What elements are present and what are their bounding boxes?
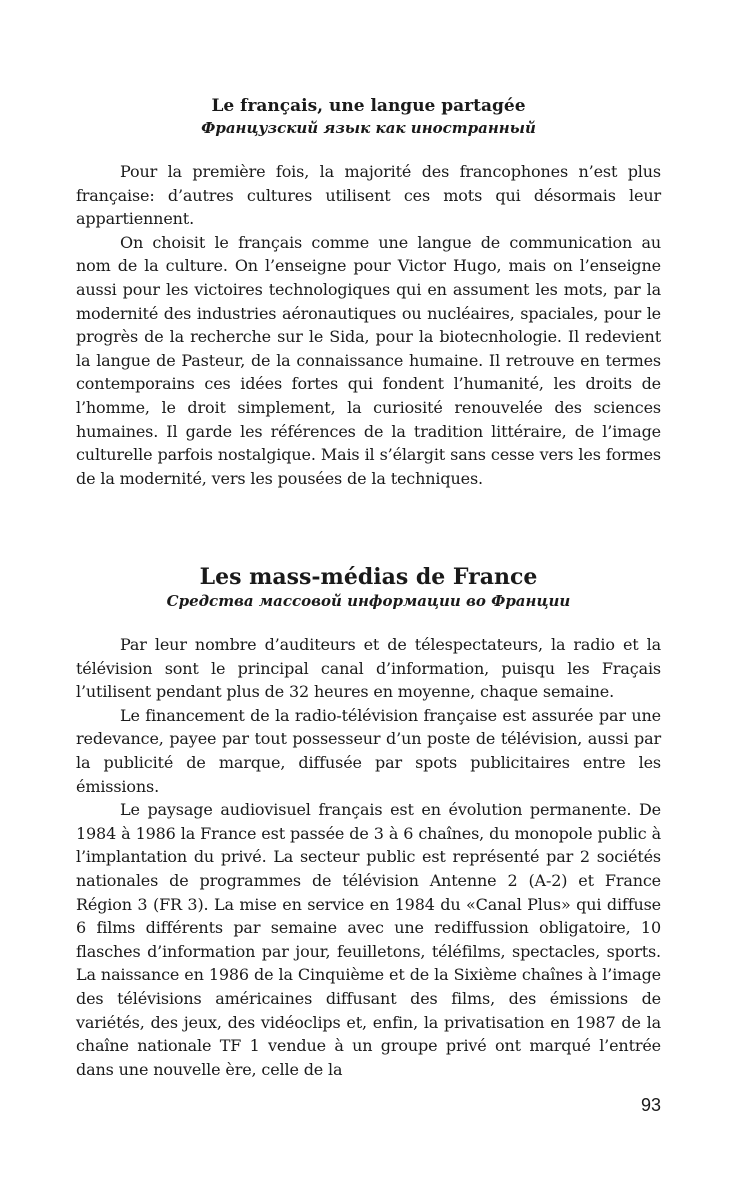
paragraph: Pour la première fois, la majorité des francophones n’est plus française: d’autres cultures utilisent ces mots qui désormais leur appartiennent. xyxy=(76,162,661,229)
section-text xyxy=(76,633,661,1081)
paragraph: Le financement de la radio-télévision française est assurée par une redevance, payee par tout possesseur d’un poste de télévision, aussi par la publicité de marque, diffusée par spots publicitaires entre les émissions. xyxy=(76,705,661,796)
paragraph: On choisit le français comme une langue de communication au nom de la culture. On l’enseigne pour Victor Hugo, mais on l’enseigne aussi pour les victoires technologiques qui en assument les mots, par la modernité des industries aéronautiques ou nucléaires, spaciales, pour le progrès de la recherche sur le Sida, pour la biotecnhologie. Il redevient la langue de Pasteur, de la connaissance humaine. Il retrouve en termes contemporains ces idées fortes qui fondent l’humanité, les droits de l’homme, le droit simplement, la curiosité renouvelée des sciences humaines. Il garde les références de la tradition littéraire, de l’image culturelle parfois nostalgique. Mais il s’élargit sans cesse vers les formes de la modernité, vers les pousées de la techniques. xyxy=(76,232,661,488)
section-text xyxy=(76,160,661,490)
section-subtitle: Французский язык как иностранный xyxy=(201,119,536,137)
section-subtitle: Средства массовой информации во Франции xyxy=(166,592,571,610)
section-mass-medias xyxy=(76,563,661,1081)
section-title: Le français, une langue partagée xyxy=(211,96,526,116)
page-number: 93 xyxy=(640,1095,661,1115)
paragraph: Le paysage audiovisuel français est en évolution permanente. De 1984 à 1986 la France est passée de 3 à 6 chaînes, du monopole public à l’implantation du privé. La secteur public est représenté par 2 sociétés nationales de programmes de télévision Antenne 2 (A-2) et France Région 3 (FR 3). La mise en service en 1984 du «Canal Plus» qui diffuse 6 films différents par semaine avec une rediffussion obligatoire, 10 flasches d’information par jour, feuilletons, téléfilms, spectacles, sports. La naissance en 1986 de la Cinquième et de la Sixième chaînes à l’image des télévisions américaines diffusant des films, des émissions de variétés, des jeux, des vidéoclips et, enfin, la privatisation en 1987 de la chaîne nationale TF 1 vendue à un groupe privé ont marqué l’entrée dans une nouvelle ère, celle de la xyxy=(76,800,661,1079)
section-title: Les mass-médias de France xyxy=(199,564,538,590)
paragraph: Par leur nombre d’auditeurs et de télespectateurs, la radio et la télévision sont le principal canal d’information, puisqu les Fraçais l’utilisent pendant plus de 32 heures en moyenne, chaque semaine. xyxy=(76,635,661,702)
section-francais-langue-partagee xyxy=(76,95,661,490)
